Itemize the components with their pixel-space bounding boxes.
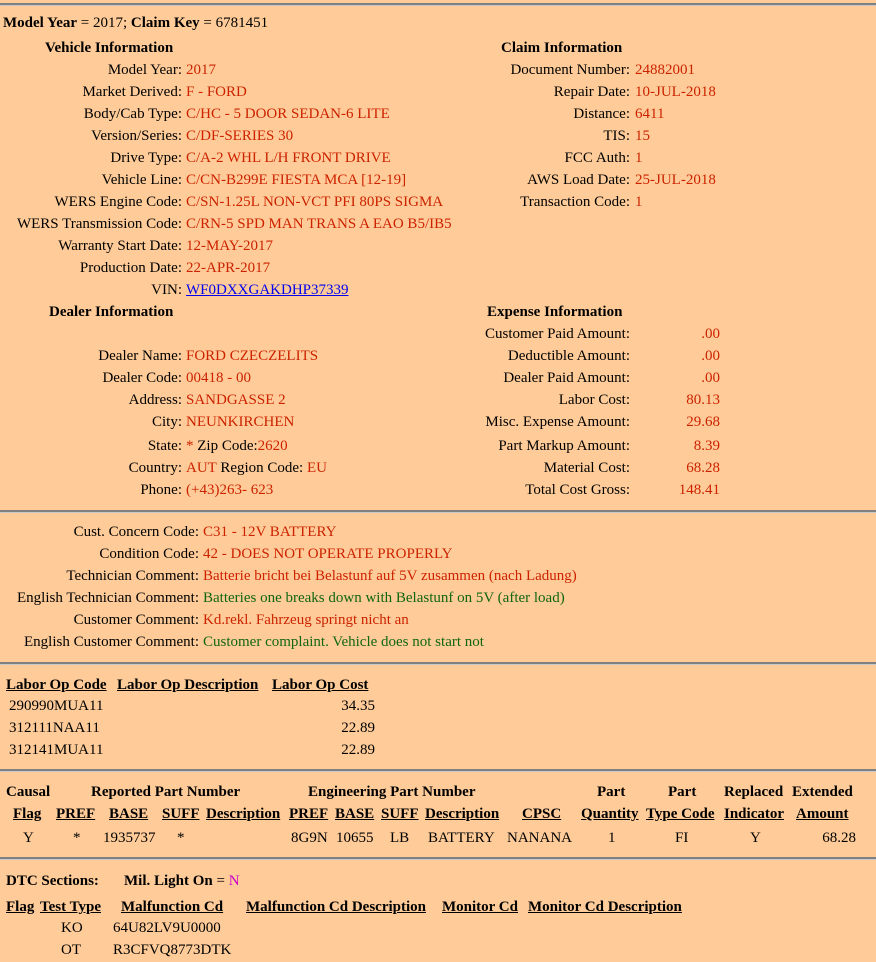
dtc-title: DTC Sections:	[6, 873, 99, 889]
part-eng-base: 10655	[336, 830, 374, 846]
concern-field-value: Kd.rekl. Fahrzeug springt nicht an	[203, 612, 409, 628]
section-divider	[0, 769, 876, 772]
section-divider	[0, 857, 876, 860]
expense-field-value: .00	[701, 348, 720, 364]
vehicle-field-value: C/DF-SERIES 30	[186, 128, 294, 144]
dtc-col-malfunction-desc: Malfunction Cd Description	[246, 899, 426, 915]
model-year-header-value: 2017	[92, 15, 123, 31]
expense-field-value: .00	[701, 370, 720, 386]
expense-field-label: Material Cost:	[543, 460, 630, 476]
claim-field-value: 15	[635, 128, 650, 144]
concern-field-label: Condition Code:	[99, 546, 199, 562]
part-eng-suff: LB	[390, 830, 410, 846]
dealer-state-zip	[186, 437, 288, 455]
vehicle-field-label: Warranty Start Date:	[58, 238, 182, 254]
dtc-col-monitor: Monitor Cd	[442, 899, 518, 915]
dealer-region-value: EU	[306, 460, 327, 476]
concern-field-label: English Technician Comment:	[17, 590, 199, 606]
part-replaced-indicator: Y	[750, 830, 761, 846]
vin-link[interactable]: WF0DXXGAKDHP37339	[186, 282, 349, 298]
part-quantity: 1	[608, 830, 616, 846]
labor-op-code: 312141MUA11	[9, 742, 104, 758]
claim-field-value: 24882001	[635, 62, 695, 78]
vehicle-field-value: F - FORD	[186, 84, 247, 100]
vehicle-field-label: Body/Cab Type:	[83, 106, 182, 122]
parts-col-rbase: BASE	[109, 806, 149, 822]
expense-field-value: 8.39	[693, 438, 720, 454]
expense-field-label: Customer Paid Amount:	[484, 326, 630, 342]
vehicle-field-value: 2017	[186, 62, 216, 78]
expense-field-value: 80.13	[686, 392, 720, 408]
dealer-address-label: Address:	[128, 392, 182, 408]
vehicle-field-value: 22-APR-2017	[186, 260, 271, 276]
dealer-state-label: State:	[147, 438, 182, 454]
expense-field-value: .00	[701, 326, 720, 342]
parts-col-indicator: Indicator	[724, 806, 784, 822]
mil-light-value: N	[228, 873, 240, 889]
parts-group-causal: Causal	[6, 784, 51, 800]
claim-field-label: TIS:	[603, 128, 630, 144]
dealer-zip-label: Zip Code:	[197, 438, 258, 454]
parts-col-epref: PREF	[289, 806, 329, 822]
parts-col-rsuff: SUFF	[162, 806, 200, 822]
claim-field-value: 1	[635, 194, 643, 210]
parts-col-rdesc: Description	[206, 806, 281, 822]
concern-field-value: Customer complaint. Vehicle does not start not	[203, 634, 484, 650]
part-cpsc: NANANA	[507, 830, 572, 846]
claim-key-label: Claim Key	[130, 15, 200, 31]
dealer-name-value: FORD CZECZELITS	[186, 348, 319, 364]
mil-light-equals: =	[216, 873, 225, 889]
parts-col-esuff: SUFF	[381, 806, 419, 822]
dealer-country-region	[186, 459, 327, 477]
part-reported-suff: *	[177, 830, 185, 846]
claim-info-title: Claim Information	[501, 40, 623, 56]
expense-field-label: Misc. Expense Amount:	[485, 414, 630, 430]
vehicle-field-label: Market Derived:	[82, 84, 182, 100]
labor-op-cost: 22.89	[341, 720, 375, 736]
dealer-code-label: Dealer Code:	[102, 370, 182, 386]
expense-field-value: 29.68	[686, 414, 720, 430]
dealer-address-value: SANDGASSE 2	[186, 392, 286, 408]
expense-info-title: Expense Information	[487, 304, 623, 320]
parts-col-edesc: Description	[425, 806, 500, 822]
dtc-malfunction-code: R3CFVQ8773DTK	[113, 942, 232, 958]
parts-group-engineering: Engineering Part Number	[308, 784, 476, 800]
concern-field-label: Customer Comment:	[73, 612, 199, 628]
dtc-col-malfunction: Malfunction Cd	[121, 899, 224, 915]
parts-group-extended: Extended	[792, 784, 853, 800]
dealer-info-title: Dealer Information	[49, 304, 174, 320]
parts-col-flag: Flag	[13, 806, 42, 822]
expense-field-label: Part Markup Amount:	[498, 438, 630, 454]
dealer-name-label: Dealer Name:	[98, 348, 182, 364]
claim-field-value: 10-JUL-2018	[635, 84, 716, 100]
dtc-malfunction-code: 64U82LV9U0000	[113, 920, 221, 936]
labor-op-code: 290990MUA11	[9, 698, 104, 714]
labor-op-code: 312111NAA11	[9, 720, 100, 736]
dtc-col-test-type: Test Type	[40, 899, 101, 915]
expense-field-label: Dealer Paid Amount:	[503, 370, 630, 386]
vehicle-field-label: Vehicle Line:	[101, 172, 182, 188]
vehicle-field-label: WERS Engine Code:	[54, 194, 182, 210]
dealer-city-label: City:	[151, 414, 182, 430]
claim-field-label: Document Number:	[510, 62, 630, 78]
parts-col-type: Type Code	[646, 806, 715, 822]
vehicle-field-label: Version/Series:	[91, 128, 182, 144]
concern-field-value: Batterie bricht bei Belastunf auf 5V zusammen (nach Ladung)	[203, 568, 577, 584]
claim-field-label: AWS Load Date:	[527, 172, 630, 188]
dtc-test-type: OT	[61, 942, 81, 958]
dtc-test-type: KO	[61, 920, 83, 936]
expense-field-label: Labor Cost:	[558, 392, 630, 408]
vehicle-field-label: Model Year:	[107, 62, 182, 78]
labor-op-cost: 22.89	[341, 742, 375, 758]
labor-op-cost: 34.35	[341, 698, 375, 714]
labor-col-cost: Labor Op Cost	[272, 677, 369, 693]
vehicle-field-value: C/CN-B299E FIESTA MCA [12-19]	[186, 172, 407, 188]
parts-col-amount: Amount	[796, 806, 849, 822]
dealer-country-label: Country:	[128, 460, 182, 476]
vehicle-field-label: Production Date:	[79, 260, 182, 276]
parts-group-reported: Reported Part Number	[91, 784, 241, 800]
dealer-phone-value: (+43)263- 623	[186, 482, 274, 498]
part-reported-pref: *	[73, 830, 81, 846]
claim-field-value: 1	[635, 150, 643, 166]
vehicle-field-value: C/SN-1.25L NON-VCT PFI 80PS SIGMA	[186, 194, 444, 210]
dtc-col-flag: Flag	[6, 899, 35, 915]
parts-group-replaced: Replaced	[724, 784, 784, 800]
expense-field-value: 68.28	[686, 460, 720, 476]
concern-field-label: Cust. Concern Code:	[73, 524, 199, 540]
claim-field-value: 25-JUL-2018	[635, 172, 716, 188]
vehicle-field-value: C/HC - 5 DOOR SEDAN-6 LITE	[186, 106, 390, 122]
expense-field-value: 148.41	[678, 482, 720, 498]
parts-col-ebase: BASE	[335, 806, 375, 822]
mil-light	[124, 872, 240, 890]
parts-group-part-type: Part	[668, 784, 697, 800]
model-year-header-label: Model Year	[3, 15, 78, 31]
dealer-region-label: Region Code:	[220, 460, 304, 476]
vehicle-field-value: 12-MAY-2017	[186, 238, 273, 254]
dealer-city-value: NEUNKIRCHEN	[186, 414, 295, 430]
claim-header: Model Year = 2017; Claim Key = 6781451	[3, 15, 269, 31]
part-type-code: FI	[675, 830, 689, 846]
concern-field-value: C31 - 12V BATTERY	[203, 524, 337, 540]
mil-light-label: Mil. Light On	[124, 873, 213, 889]
section-divider	[0, 662, 876, 665]
dealer-phone-label: Phone:	[140, 482, 182, 498]
claim-field-label: Distance:	[573, 106, 630, 122]
vehicle-field-label: Drive Type:	[110, 150, 182, 166]
vehicle-field-label: VIN:	[151, 282, 182, 298]
dealer-country-value: AUT	[186, 460, 217, 476]
claim-field-value: 6411	[635, 106, 665, 122]
concern-field-label: English Customer Comment:	[24, 634, 199, 650]
expense-field-label: Deductible Amount:	[507, 348, 630, 364]
parts-col-qty: Quantity	[581, 806, 639, 822]
labor-col-desc: Labor Op Description	[117, 677, 259, 693]
vehicle-field-value: C/A-2 WHL L/H FRONT DRIVE	[186, 150, 391, 166]
claim-field-label: FCC Auth:	[564, 150, 630, 166]
concern-field-value: 42 - DOES NOT OPERATE PROPERLY	[203, 546, 453, 562]
claim-key-value: 6781451	[215, 15, 269, 31]
concern-field-label: Technician Comment:	[66, 568, 199, 584]
vehicle-info-title: Vehicle Information	[45, 40, 174, 56]
parts-col-rpref: PREF	[56, 806, 96, 822]
part-flag: Y	[23, 830, 34, 846]
section-divider	[0, 510, 876, 513]
part-eng-pref: 8G9N	[291, 830, 328, 846]
parts-col-cpsc: CPSC	[522, 806, 562, 822]
part-extended-amount: 68.28	[822, 830, 856, 846]
part-eng-desc: BATTERY	[428, 830, 495, 846]
parts-group-part-qty: Part	[597, 784, 626, 800]
dealer-code-value: 00418 - 00	[186, 370, 251, 386]
dealer-zip-value: 2620	[257, 438, 288, 454]
part-reported-base: 1935737	[103, 830, 156, 846]
dealer-state-value: *	[186, 438, 194, 454]
claim-field-label: Repair Date:	[553, 84, 630, 100]
labor-col-code: Labor Op Code	[6, 677, 107, 693]
top-divider	[0, 3, 876, 6]
claim-field-label: Transaction Code:	[520, 194, 630, 210]
concern-field-value: Batteries one breaks down with Belastunf on 5V (after load)	[203, 590, 565, 606]
dtc-col-monitor-desc: Monitor Cd Description	[528, 899, 682, 915]
vehicle-field-value: C/RN-5 SPD MAN TRANS A EAO B5/IB5	[186, 216, 452, 232]
expense-field-label: Total Cost Gross:	[525, 482, 630, 498]
vehicle-field-label: WERS Transmission Code:	[16, 216, 182, 232]
